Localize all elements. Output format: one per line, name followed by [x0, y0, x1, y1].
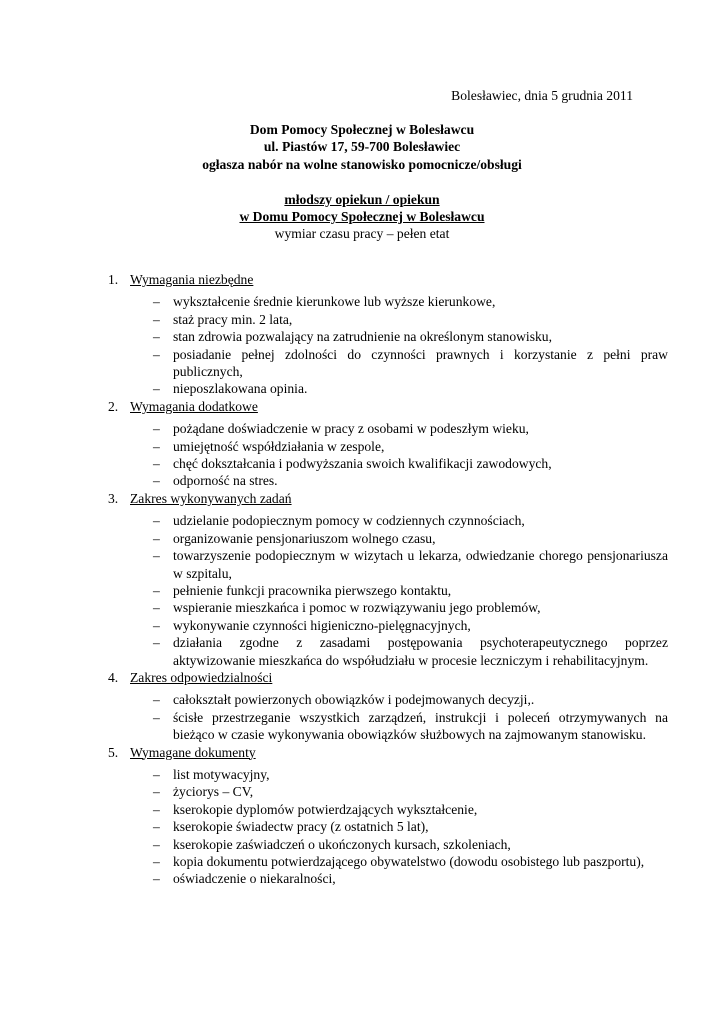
date-line: Bolesławiec, dnia 5 grudnia 2011 — [451, 88, 633, 103]
dash-bullet: – — [153, 801, 160, 817]
section-heading: Wymagania dodatkowe — [130, 398, 258, 414]
list-item — [108, 766, 668, 783]
section-items-5 — [108, 766, 668, 888]
dash-bullet: – — [153, 871, 160, 887]
dash-bullet: – — [153, 709, 160, 725]
dash-bullet: – — [153, 635, 160, 651]
spacer — [0, 173, 724, 190]
list-item — [108, 691, 668, 708]
list-item — [108, 420, 668, 437]
section-title-1 — [108, 271, 668, 288]
list-item — [108, 530, 668, 547]
dash-bullet: – — [153, 582, 160, 598]
list-item-text: stan zdrowia pozwalający na zatrudnienie na określonym stanowisku, — [173, 329, 552, 345]
list-item-text: ścisłe przestrzeganie wszystkich zarządzeń, instrukcji i poleceń otrzymywanych na bieżąco w czasie wykonywania obowiązków służbowych na zajmowanym stanowisku. — [173, 709, 668, 743]
section-items-2 — [108, 420, 668, 490]
list-item — [108, 380, 668, 397]
list-item — [108, 617, 668, 634]
section-number: 5. — [108, 744, 119, 760]
dash-bullet: – — [153, 854, 160, 869]
list-item — [108, 512, 668, 529]
list-item — [108, 293, 668, 310]
list-item-text: chęć dokształcania i podwyższania swoich kwalifikacji zawodowych, — [173, 456, 552, 472]
dash-bullet: – — [153, 421, 160, 437]
dash-bullet: – — [153, 513, 160, 529]
dash-bullet: – — [153, 530, 160, 546]
dash-bullet: – — [153, 346, 160, 362]
dash-bullet: – — [153, 548, 160, 564]
section-title-4 — [108, 669, 668, 686]
list-item-text: towarzyszenie podopiecznym w wizytach u lekarza, odwiedzanie chorego pensjonariusza w szpitalu, — [173, 548, 668, 581]
list-item-text: udzielanie podopiecznym pomocy w codziennych czynnościach, — [173, 513, 525, 529]
list-item — [108, 582, 668, 599]
section-number: 4. — [108, 669, 119, 685]
list-item-text: umiejętność współdziałania w zespole, — [173, 438, 385, 454]
list-item-text: wykonywanie czynności higieniczno-pielęgnacyjnych, — [173, 617, 471, 633]
section-items-4 — [108, 691, 668, 743]
section-heading: Wymagane dokumenty — [130, 744, 256, 760]
list-item — [108, 853, 668, 870]
section-heading: Zakres wykonywanych zadań — [130, 490, 292, 506]
dash-bullet: – — [153, 836, 160, 852]
dash-bullet: – — [153, 329, 160, 345]
dash-bullet: – — [153, 600, 160, 616]
section-title-5 — [108, 744, 668, 761]
list-item — [108, 438, 668, 455]
list-item-text: życiorys – CV, — [173, 784, 254, 800]
dash-bullet: – — [153, 456, 160, 472]
dash-bullet: – — [153, 473, 160, 489]
section-title-3 — [108, 490, 668, 507]
section-items-1 — [108, 293, 668, 397]
list-item-text: pożądane doświadczenie w pracy z osobami w podeszłym wieku, — [173, 421, 529, 437]
section-number: 3. — [108, 490, 119, 506]
section-title-2 — [108, 398, 668, 415]
list-item — [108, 547, 668, 582]
list-item-text: oświadczenie o niekaralności, — [173, 871, 336, 887]
org-name: Dom Pomocy Społecznej w Bolesławcu — [249, 122, 475, 137]
list-item — [108, 836, 668, 853]
section-number: 2. — [108, 398, 119, 414]
list-item-text: działania zgodne z zasadami postępowania psychoterapeutycznego poprzez aktywizowanie mieszkańca do współudziału w procesie leczniczym i rehabilitacyjnym. — [173, 635, 668, 668]
dash-bullet: – — [153, 819, 160, 835]
list-item — [108, 634, 668, 669]
dash-bullet: – — [153, 381, 160, 397]
dash-bullet: – — [153, 692, 160, 708]
list-item — [108, 801, 668, 818]
list-item-text: wykształcenie średnie kierunkowe lub wyższe kierunkowe, — [173, 294, 496, 310]
dash-bullet: – — [153, 766, 160, 782]
document-header — [0, 121, 724, 243]
list-item — [108, 455, 668, 472]
list-item-text: całokształt powierzonych obowiązków i podejmowanych decyzji,. — [173, 692, 535, 708]
dash-bullet: – — [153, 784, 160, 800]
sections-list — [108, 271, 668, 888]
section-heading: Wymagania niezbędne — [130, 272, 254, 287]
list-item — [108, 709, 668, 744]
dash-bullet: – — [153, 438, 160, 454]
dash-bullet: – — [153, 617, 160, 633]
list-item — [108, 346, 668, 381]
list-item-text: organizowanie pensjonariuszom wolnego czasu, — [173, 530, 436, 546]
list-item-text: nieposzlakowana opinia. — [173, 381, 308, 397]
list-item — [108, 599, 668, 616]
section-heading: Zakres odpowiedzialności — [130, 669, 273, 685]
dash-bullet: – — [153, 311, 160, 327]
list-item — [108, 472, 668, 489]
list-item — [108, 818, 668, 835]
list-item-text: kserokopie świadectw pracy (z ostatnich 5 lat), — [173, 819, 429, 835]
section-items-3 — [108, 512, 668, 669]
position-place: w Domu Pomocy Społecznej w Bolesławcu — [239, 209, 485, 225]
list-item — [108, 870, 668, 887]
announcement-line: ogłasza nabór na wolne stanowisko pomocnicze/obsługi — [202, 156, 522, 172]
list-item-text: list motywacyjny, — [173, 766, 270, 782]
list-item — [108, 783, 668, 800]
list-item-text: wspieranie mieszkańca i pomoc w rozwiązywaniu jego problemów, — [173, 600, 541, 616]
org-address: ul. Piastów 17, 59-700 Bolesławiec — [263, 139, 461, 155]
list-item-text: posiadanie pełnej zdolności do czynności prawnych i korzystanie z pełni praw publicznych, — [173, 346, 668, 380]
list-item — [108, 311, 668, 328]
list-item — [108, 328, 668, 345]
list-item-text: kopia dokumentu potwierdzającego obywatelstwo (dowodu osobistego lub paszportu), — [173, 854, 645, 869]
dash-bullet: – — [153, 294, 160, 310]
section-number: 1. — [108, 272, 119, 287]
work-time: wymiar czasu pracy – pełen etat — [274, 226, 450, 242]
position-title: młodszy opiekun / opiekun — [284, 191, 440, 207]
list-item-text: staż pracy min. 2 lata, — [173, 311, 293, 327]
list-item-text: kserokopie dyplomów potwierdzających wykształcenie, — [173, 801, 478, 817]
list-item-text: kserokopie zaświadczeń o ukończonych kursach, szkoleniach, — [173, 836, 511, 852]
list-item-text: pełnienie funkcji pracownika pierwszego kontaktu, — [173, 582, 452, 598]
list-item-text: odporność na stres. — [173, 473, 278, 489]
